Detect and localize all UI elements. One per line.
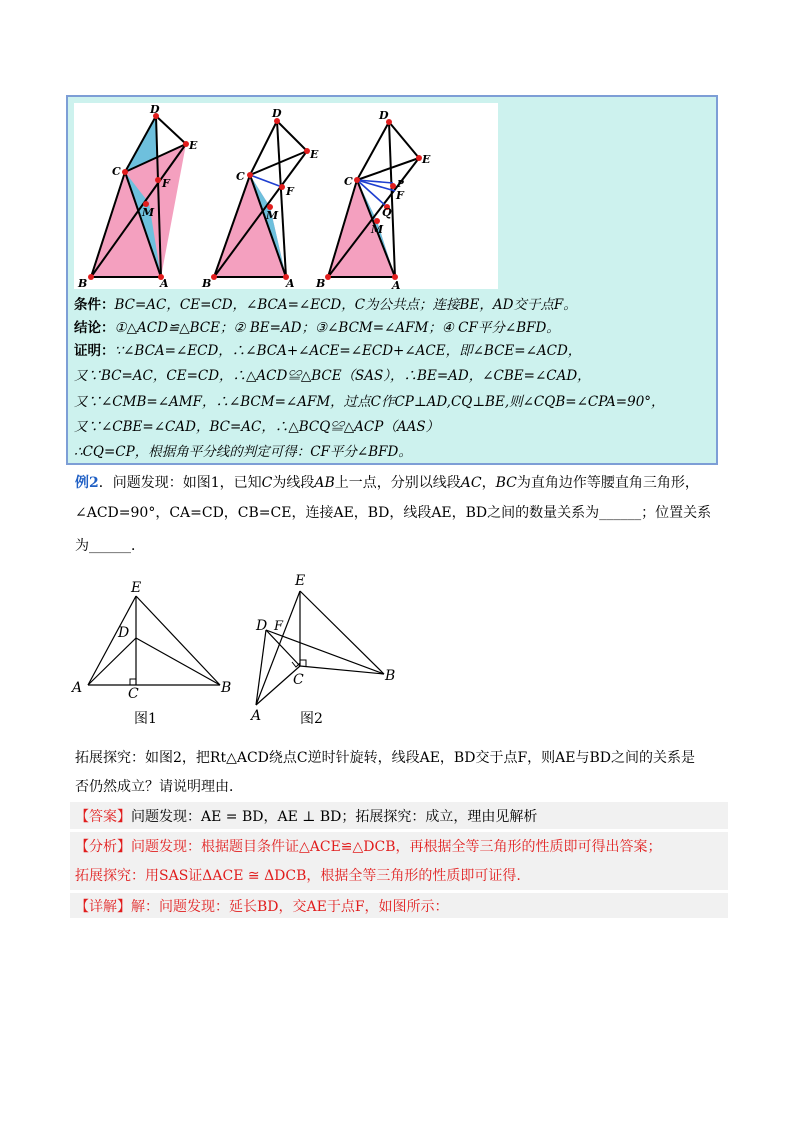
svg-text:A: A — [72, 680, 83, 696]
svg-text:M: M — [371, 223, 384, 236]
conclusion-line — [74, 319, 560, 337]
example-comma: ， — [481, 475, 496, 491]
svg-text:A: A — [251, 708, 262, 724]
svg-text:E: E — [422, 153, 431, 166]
extension-line-2: 否仍然成立？请说明理由． — [75, 779, 243, 795]
svg-text:F: F — [162, 177, 170, 190]
theorem-box — [66, 95, 718, 465]
answer-line — [75, 808, 537, 826]
svg-text:E: E — [295, 573, 306, 589]
analysis-text-1: 问题发现：根据题目条件证△ACE≌△DCB，再根据全等三角形的性质即可得出答案； — [131, 839, 662, 855]
analysis-line-2: 拓展探究：用SAS证ΔACE ≅ ΔDCB，根据全等三角形的性质即可证得. — [75, 868, 521, 884]
svg-text:E: E — [310, 148, 319, 161]
svg-text:A: A — [392, 279, 401, 289]
svg-text:D: D — [272, 107, 282, 120]
svg-text:E: E — [189, 139, 198, 152]
svg-text:B: B — [385, 668, 396, 684]
svg-text:D: D — [256, 618, 268, 634]
example-text-a: ．问题发现：如图1，已知 — [98, 475, 262, 491]
extension-line-1: 拓展探究：如图2，把Rt△ACD绕点C逆时针旋转，线段AE，BD交于点F，则AE与BD之间的关系是 — [75, 750, 695, 766]
analysis-tag: 【分析】 — [75, 839, 131, 855]
example-figures — [70, 570, 410, 730]
svg-text:B: B — [316, 277, 326, 289]
proof-text: ∵∠BCA=∠ECD，∴∠BCA+∠ACE=∠ECD+∠ACE，即∠BCE=∠ACD， — [114, 343, 582, 359]
proof-line-2: 又∵BC=AC，CE=CD，∴△ACD≌△BCE（SAS），∴BE=AD，∠CBE=∠CAD， — [74, 368, 591, 384]
svg-text:C: C — [293, 672, 304, 688]
example-line-3: 为______． — [75, 538, 145, 554]
svg-text:D: D — [150, 103, 160, 116]
svg-text:C: C — [236, 170, 245, 183]
detail-tag: 【详解】 — [75, 899, 131, 915]
svg-text:A: A — [160, 277, 169, 289]
analysis-line-1 — [75, 838, 662, 856]
proof-line-1 — [74, 342, 581, 360]
svg-text:F: F — [274, 619, 284, 634]
example-figure-two — [249, 573, 395, 724]
example-text-d: 为直角边作等腰直角三角形， — [516, 475, 699, 491]
proof-line-5: ∴CQ=CP，根据角平分线的判定可得：CF平分∠BFD。 — [74, 444, 412, 460]
example-var-c: C — [261, 475, 273, 491]
example-var-bc: BC — [495, 475, 517, 491]
svg-text:E: E — [131, 580, 142, 596]
detail-text: 解：问题发现：延长BD，交AE于点F，如图所示： — [131, 899, 449, 915]
figure-one-caption: 图1 — [134, 711, 157, 727]
example-label: 例2 — [75, 475, 99, 491]
detail-line — [75, 898, 449, 916]
figure-two-caption: 图2 — [300, 711, 323, 727]
conclusion-label: 结论： — [74, 320, 115, 336]
condition-text: BC=AC，CE=CD，∠BCA=∠ECD，C为公共点；连接BE，AD交于点F。 — [114, 297, 577, 313]
svg-text:Q: Q — [382, 206, 392, 219]
svg-text:C: C — [112, 165, 121, 178]
svg-text:C: C — [344, 175, 353, 188]
example-text-b: 为线段 — [272, 475, 315, 491]
answer-text: 问题发现：AE = BD，AE ⊥ BD；拓展探究：成立，理由见解析 — [131, 809, 538, 825]
svg-text:M: M — [142, 206, 155, 219]
example-line-2: ∠ACD=90°，CA=CD，CB=CE，连接AE，BD，线段AE，BD之间的数量关系为______；位置关系 — [75, 505, 712, 521]
proof-line-3: 又∵∠CMB=∠AMF，∴∠BCM=∠AFM，过点C作CP⊥AD,CQ⊥BE,则∠CQB=∠CPA=90°， — [74, 394, 665, 410]
example-var-ab: AB — [314, 475, 335, 491]
svg-text:F: F — [396, 189, 404, 202]
answer-tag: 【答案】 — [75, 809, 131, 825]
svg-text:C: C — [128, 686, 139, 702]
condition-line — [74, 296, 577, 314]
svg-text:B: B — [221, 680, 232, 696]
svg-text:A: A — [286, 277, 295, 289]
condition-label: 条件： — [74, 297, 115, 313]
svg-text:M: M — [266, 209, 279, 222]
svg-text:F: F — [286, 185, 294, 198]
svg-text:B: B — [202, 277, 212, 289]
svg-text:B: B — [78, 277, 88, 289]
svg-text:P: P — [397, 180, 404, 190]
proof-label: 证明： — [74, 343, 115, 359]
example-line-1 — [75, 474, 699, 492]
example-figure-one — [70, 580, 231, 702]
three-geometry-figures — [74, 103, 498, 289]
example-var-ac: AC — [460, 475, 482, 491]
svg-text:D: D — [379, 109, 389, 122]
proof-line-4: 又∵∠CBE=∠CAD，BC=AC，∴△BCQ≌△ACP（AAS） — [74, 419, 440, 435]
example-text-c: 上一点，分别以线段 — [334, 475, 461, 491]
svg-text:D: D — [118, 625, 130, 641]
conclusion-text: ①△ACD≌△BCE；② BE=AD；③∠BCM=∠AFM；④ CF平分∠BFD。 — [114, 320, 560, 336]
